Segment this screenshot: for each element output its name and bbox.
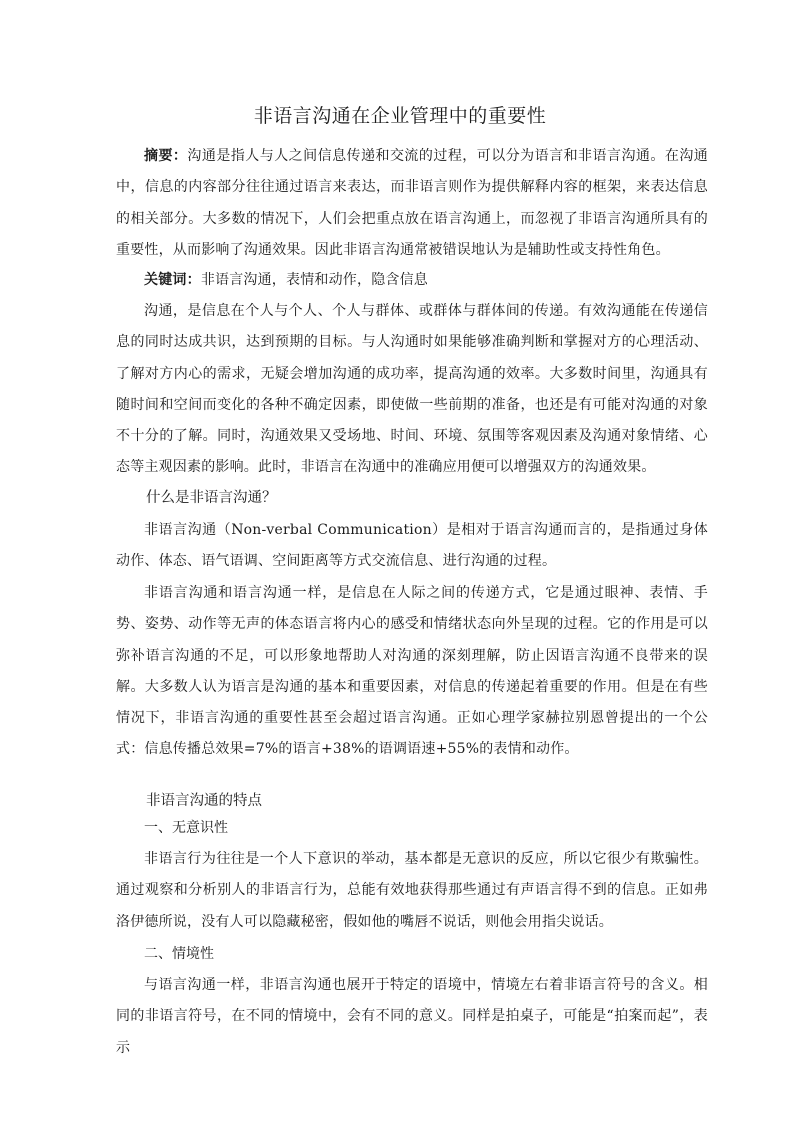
abstract-paragraph <box>116 141 708 266</box>
intro-paragraph: 沟通，是信息在个人与个人、个人与群体、或群体与群体间的传递。有效沟通能在传递信息的同时达成共识，达到预期的目标。与人沟通时如果能够准确判断和掌握对方的心理活动、了解对方内心的需求，无疑会增加沟通的成功率，提高沟通的效率。大多数时间里，沟通具有随时间和空间而变化的各种不确定因素，即使做一些前期的准备，也还是有可能对沟通的对象不十分的了解。同时，沟通效果又受场地、时间、环境、氛围等客观因素及沟通对象情绪、心态等主观因素的影响。此时，非语言在沟通中的准确应用便可以增强双方的沟通效果。 <box>116 303 708 476</box>
section1-paragraph-1: 非语言沟通（Non-verbal Communication）是相对于语言沟通而言的，是指通过身体动作、体态、语气语调、空间距离等方式交流信息、进行沟通的过程。 <box>116 522 708 570</box>
section-heading-features: 非语言沟通的特点 <box>146 793 262 809</box>
unconscious-paragraph: 非语言行为往往是一个人下意识的举动，基本都是无意识的反应，所以它很少有欺骗性。通过观察和分析别人的非语言行为，总能有效地获得那些通过有声语言得不到的信息。正如弗洛伊德所说，没有人可以隐藏秘密，假如他的嘴唇不说话，则他会用指尖说话。 <box>116 851 708 930</box>
section-heading-what-is: 什么是非语言沟通？ <box>146 490 277 506</box>
situational-paragraph: 与语言沟通一样，非语言沟通也展开于特定的语境中，情境左右着非语言符号的含义。相同的非语言符号，在不同的情境中，会有不同的意义。同样是拍桌子，可能是“拍案而起”，表示 <box>116 977 708 1056</box>
abstract-text: 沟通是指人与人之间信息传递和交流的过程，可以分为语言和非语言沟通。在沟通中，信息的内容部分往往通过语言来表达，而非语言则作为提供解释内容的框架，来表达信息的相关部分。大多数的情况下，人们会把重点放在语言沟通上，而忽视了非语言沟通所具有的重要性，从而影响了沟通效果。因此非语言沟通常被错误地认为是辅助性或支持性角色。 <box>116 148 708 258</box>
keywords-label: 关键词： <box>144 272 201 288</box>
subheading-unconscious: 一、无意识性 <box>144 820 228 836</box>
section1-paragraph-2: 非语言沟通和语言沟通一样，是信息在人际之间的传递方式，它是通过眼神、表情、手势、姿势、动作等无声的体态语言将内心的感受和情绪状态向外呈现的过程。它的作用是可以弥补语言沟通的不足，可以形象地帮助人对沟通的深刻理解，防止因语言沟通不良带来的误解。大多数人认为语言是沟通的基本和重要因素，对信息的传递起着重要的作用。但是在有些情况下，非语言沟通的重要性甚至会超过语言沟通。正如心理学家赫拉别恩曾提出的一个公式：信息传播总效果=7%的语言+38%的语调语速+55%的表情和动作。 <box>116 585 708 758</box>
keywords-text: 非语言沟通，表情和动作，隐含信息 <box>200 272 429 288</box>
subheading-situational: 二、情境性 <box>144 946 214 962</box>
keywords-line <box>116 265 708 296</box>
document-title: 非语言沟通在企业管理中的重要性 <box>253 105 547 127</box>
abstract-label: 摘要： <box>144 148 188 164</box>
